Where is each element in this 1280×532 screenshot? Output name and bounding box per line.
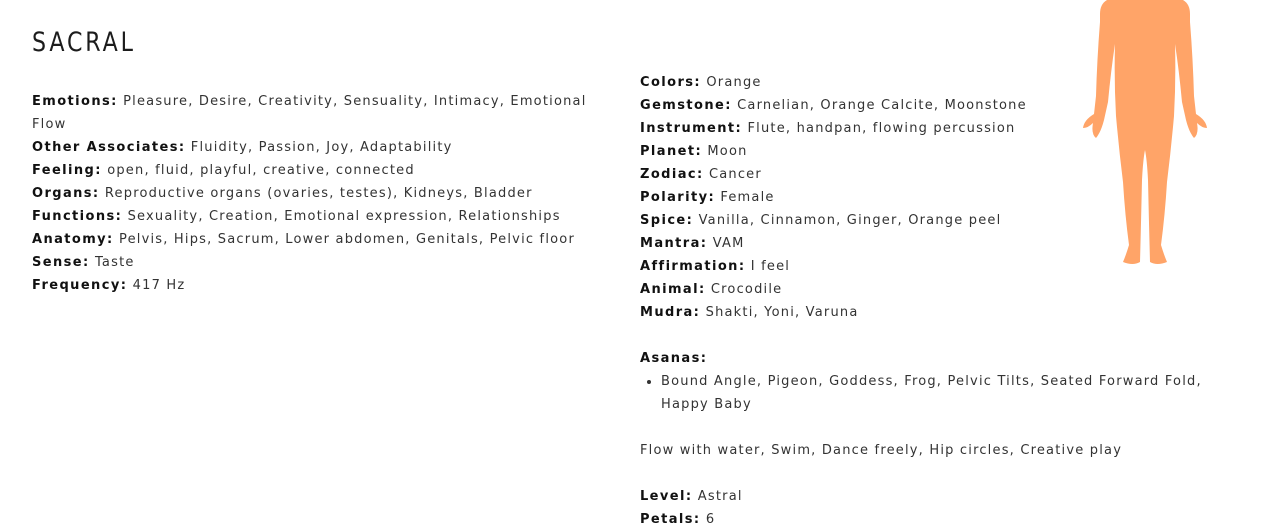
detail-row-anatomy <box>32 228 592 251</box>
detail-value: VAM <box>712 236 745 251</box>
asanas-label: Asanas: <box>640 351 708 366</box>
human-body-icon <box>1082 0 1208 270</box>
detail-row-petals <box>640 508 1250 531</box>
detail-key: Frequency: <box>32 278 128 293</box>
detail-value: Crocodile <box>710 282 783 297</box>
detail-value: Taste <box>94 255 135 270</box>
left-details-column <box>32 90 592 297</box>
detail-key: Feeling: <box>32 163 102 178</box>
detail-value: Female <box>720 190 775 205</box>
detail-row-feeling <box>32 159 592 182</box>
flow-text: Flow with water, Swim, Dance freely, Hip circles, Creative play <box>640 443 1123 458</box>
detail-key: Affirmation: <box>640 259 746 274</box>
detail-value: 6 <box>705 512 716 527</box>
detail-key: Colors: <box>640 75 702 90</box>
detail-key: Petals: <box>640 512 701 527</box>
detail-key: Zodiac: <box>640 167 704 182</box>
asanas-list <box>640 370 1250 416</box>
detail-key: Organs: <box>32 186 100 201</box>
detail-key: Anatomy: <box>32 232 114 247</box>
spacer <box>640 416 1250 439</box>
detail-value: Pleasure, Desire, Creativity, Sensuality, Intimacy, Emotional Flow <box>32 94 587 132</box>
detail-key: Planet: <box>640 144 703 159</box>
detail-key: Functions: <box>32 209 123 224</box>
detail-value: Moon <box>707 144 748 159</box>
detail-key: Polarity: <box>640 190 716 205</box>
detail-value: Pelvis, Hips, Sacrum, Lower abdomen, Genitals, Pelvic floor <box>119 232 575 247</box>
human-body-silhouette <box>1083 0 1207 264</box>
detail-key: Sense: <box>32 255 90 270</box>
detail-row-frequency <box>32 274 592 297</box>
detail-key: Mantra: <box>640 236 708 251</box>
detail-row-organs <box>32 182 592 205</box>
detail-value: Astral <box>697 489 743 504</box>
detail-row-emotions <box>32 90 592 136</box>
detail-key: Gemstone: <box>640 98 732 113</box>
detail-key: Animal: <box>640 282 706 297</box>
detail-value: Fluidity, Passion, Joy, Adaptability <box>190 140 453 155</box>
detail-value: 417 Hz <box>132 278 186 293</box>
detail-key: Mudra: <box>640 305 701 320</box>
asanas-list-item: • Bound Angle, Pigeon, Goddess, Frog, Pelvic Tilts, Seated Forward Fold, Happy Baby <box>661 370 1250 416</box>
detail-row-other-associates <box>32 136 592 159</box>
detail-value: Flute, handpan, flowing percussion <box>747 121 1016 136</box>
detail-row-sense <box>32 251 592 274</box>
detail-row-mudra <box>640 301 1250 324</box>
detail-value: open, fluid, playful, creative, connected <box>107 163 415 178</box>
detail-row-level <box>640 485 1250 508</box>
detail-value: Cancer <box>708 167 762 182</box>
page-title: SACRAL <box>32 27 136 58</box>
detail-key: Instrument: <box>640 121 743 136</box>
detail-value: Orange <box>706 75 762 90</box>
detail-value: Sexuality, Creation, Emotional expression, Relationships <box>127 209 561 224</box>
detail-key: Spice: <box>640 213 694 228</box>
detail-row-functions <box>32 205 592 228</box>
detail-key: Other Associates: <box>32 140 186 155</box>
detail-value: Vanilla, Cinnamon, Ginger, Orange peel <box>698 213 1002 228</box>
detail-value: Carnelian, Orange Calcite, Moonstone <box>737 98 1027 113</box>
detail-value: Reproductive organs (ovaries, testes), Kidneys, Bladder <box>104 186 533 201</box>
detail-value: I feel <box>750 259 791 274</box>
asanas-heading <box>640 347 1250 370</box>
spacer <box>640 462 1250 485</box>
detail-key: Level: <box>640 489 693 504</box>
spacer <box>640 324 1250 347</box>
detail-row-animal <box>640 278 1250 301</box>
detail-value: Shakti, Yoni, Varuna <box>705 305 859 320</box>
detail-key: Emotions: <box>32 94 118 109</box>
